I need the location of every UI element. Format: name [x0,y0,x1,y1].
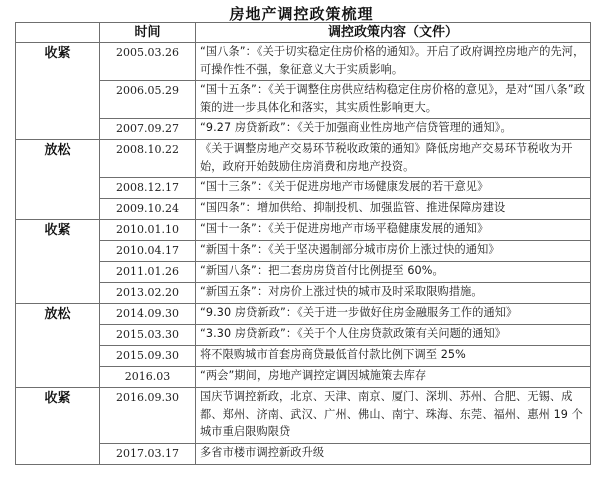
table-header-row [16,23,591,43]
header-phase [16,23,100,43]
date-cell: 2013.02.20 [100,283,196,304]
date-cell: 2010.01.10 [100,220,196,241]
policy-cell: 《关于调整房地产交易环节税收政策的通知》降低房地产交易环节税收为开始，政府开始鼓励住房消费和房地产投资。 [196,140,591,178]
table-row [16,241,591,262]
table-row [16,119,591,140]
date-cell: 2006.05.29 [100,81,196,119]
date-cell: 2015.09.30 [100,346,196,367]
date-cell: 2015.03.30 [100,325,196,346]
policy-cell: “新国五条”：对房价上涨过快的城市及时采取限购措施。 [196,283,591,304]
policy-cell: 多省市楼市调控新政升级 [196,444,591,465]
policy-cell: “3.30 房贷新政”：《关于个人住房贷款政策有关问题的通知》 [196,325,591,346]
policy-table [15,22,591,465]
date-cell: 2005.03.26 [100,43,196,81]
header-document: 调控政策内容（文件） [196,23,591,43]
policy-cell: “9.27 房贷新政”：《关于加强商业性房地产信贷管理的通知》。 [196,119,591,140]
date-cell: 2016.09.30 [100,388,196,444]
table-row [16,43,591,81]
table-row [16,283,591,304]
date-cell: 2008.12.17 [100,178,196,199]
table-row [16,346,591,367]
table-row [16,81,591,119]
policy-cell: “国十五条”：《关于调整住房供应结构稳定住房价格的意见》，是对“国八条”政策的进一步具体化和落实，其实质性影响更大。 [196,81,591,119]
policy-cell: “国四条”：增加供给、抑制投机、加强监管、推进保障房建设 [196,199,591,220]
policy-cell: “新国十条”：《关于坚决遏制部分城市房价上涨过快的通知》 [196,241,591,262]
table-row [16,444,591,465]
table-row [16,325,591,346]
policy-cell: “国十三条”：《关于促进房地产市场健康发展的若干意见》 [196,178,591,199]
table-row [16,199,591,220]
table-row [16,304,591,325]
phase-cell: 放松 [16,304,100,388]
table-row [16,262,591,283]
date-cell: 2010.04.17 [100,241,196,262]
policy-cell: “两会”期间，房地产调控定调因城施策去库存 [196,367,591,388]
policy-cell: “国八条”：《关于切实稳定住房价格的通知》。开启了政府调控房地产的先河，可操作性不强，象征意义大于实质影响。 [196,43,591,81]
phase-cell: 收紧 [16,220,100,304]
table-row [16,367,591,388]
table-row [16,388,591,444]
policy-cell: 将不限购城市首套房商贷最低首付款比例下调至 25% [196,346,591,367]
date-cell: 2014.09.30 [100,304,196,325]
phase-cell: 放松 [16,140,100,220]
date-cell: 2008.10.22 [100,140,196,178]
phase-cell: 收紧 [16,388,100,465]
policy-cell: “新国八条”：把二套房房贷首付比例提至 60%。 [196,262,591,283]
table-row [16,220,591,241]
policy-cell: 国庆节调控新政，北京、天津、南京、厦门、深圳、苏州、合肥、无锡、成都、郑州、济南、武汉、广州、佛山、南宁、珠海、东莞、福州、惠州 19 个城市重启限购限贷 [196,388,591,444]
policy-cell: “国十一条”：《关于促进房地产市场平稳健康发展的通知》 [196,220,591,241]
date-cell: 2007.09.27 [100,119,196,140]
phase-cell: 收紧 [16,43,100,140]
date-cell: 2011.01.26 [100,262,196,283]
date-cell: 2016.03 [100,367,196,388]
page-title: 房地产调控政策梳理 [229,5,374,23]
header-time: 时间 [100,23,196,43]
date-cell: 2017.03.17 [100,444,196,465]
policy-cell: “9.30 房贷新政”：《关于进一步做好住房金融服务工作的通知》 [196,304,591,325]
date-cell: 2009.10.24 [100,199,196,220]
table-row [16,140,591,178]
table-row [16,178,591,199]
